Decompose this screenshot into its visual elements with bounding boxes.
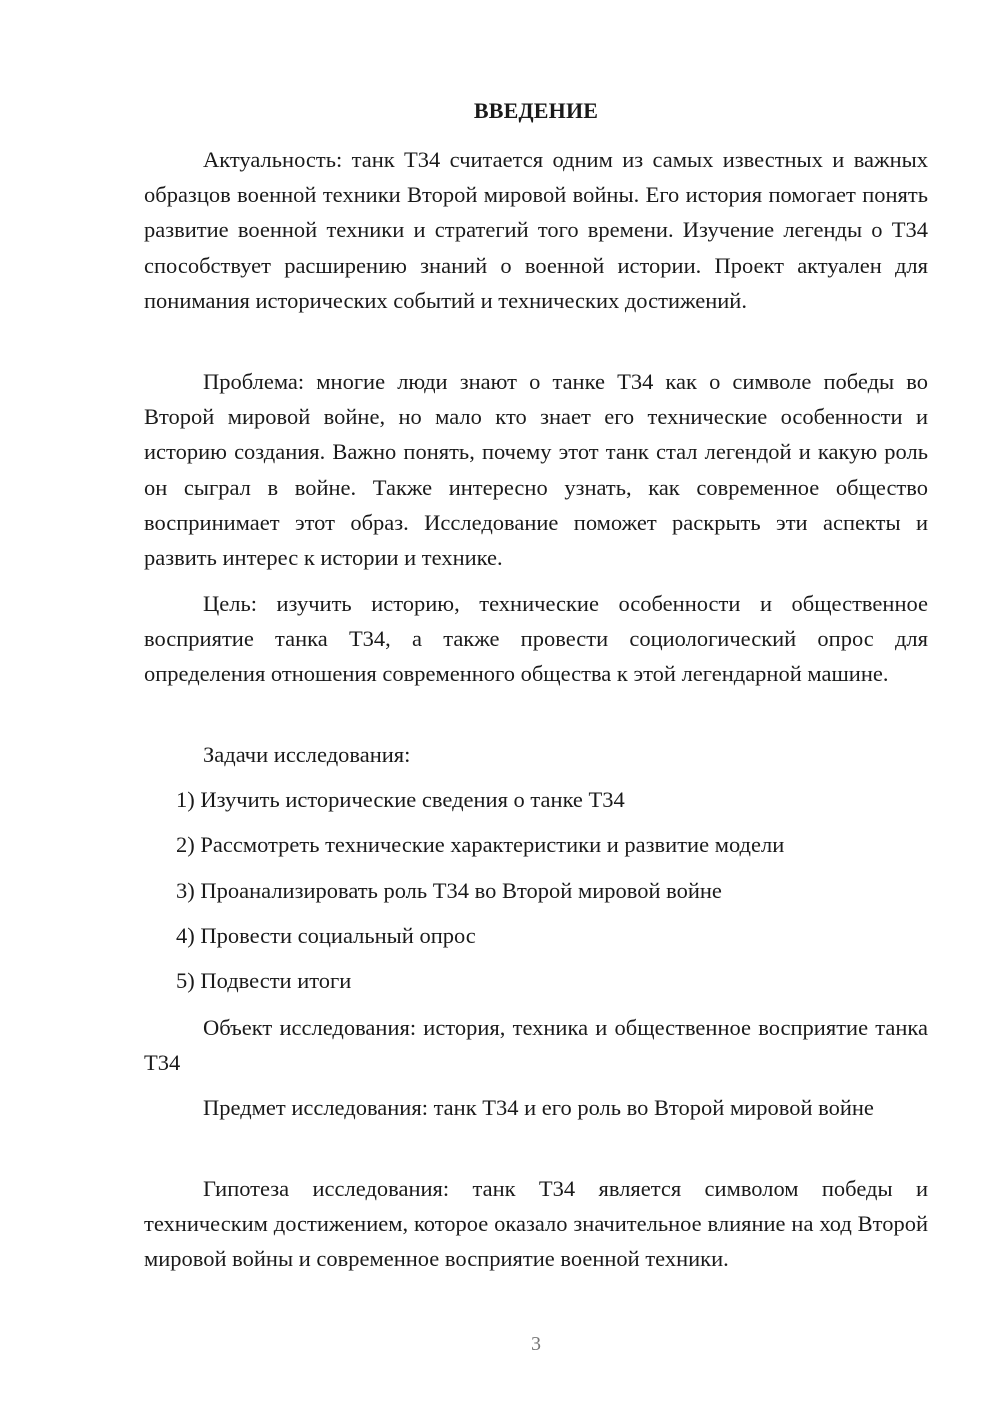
tasks-heading: Задачи исследования:	[203, 742, 411, 767]
problem-paragraph: Проблема: многие люди знают о танке Т34 как о символе победы во Второй мировой войне, но мало кто знает его технические особенности и историю создания. Важно понять, почему этот танк стал легендой и какую роль он сыграл в войне. Также интересно узнать, как современное общество воспринимает этот образ. Исследование поможет раскрыть эти аспекты и развить интерес к истории и технике.	[144, 369, 928, 571]
object-paragraph: Объект исследования: история, техника и общественное восприятие танка Т34	[144, 1015, 928, 1076]
task-item-3: 3) Проанализировать роль Т34 во Второй мировой войне	[176, 877, 722, 903]
relevance-paragraph: Актуальность: танк Т34 считается одним из самых известных и важных образцов военной техники Второй мировой войны. Его история помогает понять развитие военной техники и стратегий того времени. Изучение легенды о Т34 способствует расширению знаний о военной истории. Проект актуален для понимания исторических событий и технических достижений.	[144, 147, 928, 313]
document-page	[144, 0, 928, 1414]
subject-paragraph: Предмет исследования: танк Т34 и его роль во Второй мировой войне	[203, 1095, 874, 1120]
goal-paragraph: Цель: изучить историю, технические особенности и общественное восприятие танка Т34, а также провести социологический опрос для определения отношения современного общества к этой легендарной машине.	[144, 591, 928, 687]
tasks-list	[176, 782, 784, 1008]
task-item-5: 5) Подвести итоги	[176, 968, 352, 994]
task-item-2: 2) Рассмотреть технические характеристики и развитие модели	[176, 832, 785, 858]
task-item-1: 1) Изучить исторические сведения о танке Т34	[176, 787, 625, 812]
task-item-4: 4) Провести социальный опрос	[176, 922, 476, 948]
section-title: ВВЕДЕНИЕ	[473, 98, 599, 123]
page-number: 3	[531, 1333, 541, 1355]
hypothesis-paragraph: Гипотеза исследования: танк Т34 является символом победы и техническим достижением, которое оказало значительное влияние на ход Второй мировой войны и современное восприятие военной техники.	[144, 1176, 928, 1272]
